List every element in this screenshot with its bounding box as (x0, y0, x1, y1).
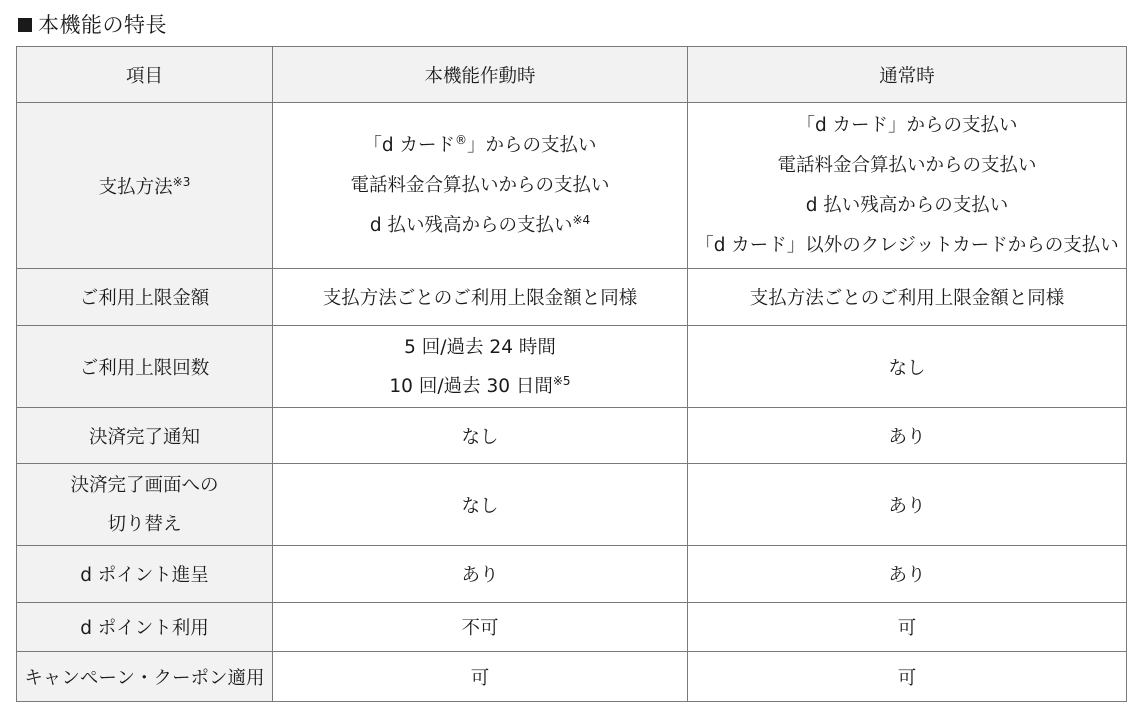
payment-line (277, 166, 683, 206)
column-header-active: 本機能作動時 (273, 47, 688, 103)
row-label-line: 決済完了画面への (70, 474, 219, 496)
normal-cell (688, 103, 1127, 269)
active-cell: なし (273, 408, 688, 464)
registered-mark: ® (455, 132, 468, 147)
table-row (17, 326, 1127, 408)
payment-line (277, 206, 683, 246)
limit-line: 5 回/過去 24 時間 (404, 336, 556, 358)
row-label (17, 103, 273, 269)
normal-cell: 可 (688, 603, 1127, 652)
normal-cell: 可 (688, 652, 1127, 702)
row-label-line: 切り替え (107, 513, 182, 535)
row-label: ご利用上限回数 (17, 326, 273, 408)
footnote-mark: ※5 (552, 373, 571, 388)
table-row (17, 546, 1127, 603)
active-cell: 可 (273, 652, 688, 702)
normal-cell: なし (688, 326, 1127, 408)
payment-line: 「d カード」以外のクレジットカードからの支払い (695, 234, 1119, 256)
row-label: ご利用上限金額 (17, 269, 273, 326)
table-row (17, 464, 1127, 546)
features-table (16, 46, 1127, 702)
limit-line-text: 10 回/過去 30 日間 (389, 375, 553, 397)
column-header-item: 項目 (17, 47, 273, 103)
footnote-mark: ※3 (172, 174, 191, 189)
table-row (17, 603, 1127, 652)
active-cell: 不可 (273, 603, 688, 652)
table-row (17, 652, 1127, 702)
payment-line: 「d カード」からの支払い (796, 114, 1018, 136)
row-label-text: 支払方法 (98, 176, 173, 198)
section-heading (18, 10, 167, 40)
normal-cell: あり (688, 464, 1127, 546)
payment-line: 電話料金合算払いからの支払い (777, 154, 1037, 176)
row-label (17, 464, 273, 546)
footnote-mark: ※4 (572, 212, 591, 227)
table-row (17, 408, 1127, 464)
payment-line-text: 「d カード (363, 134, 456, 156)
black-square-icon (18, 18, 32, 32)
table-row (17, 269, 1127, 326)
row-label: 決済完了通知 (17, 408, 273, 464)
payment-line: d 払い残高からの支払い (805, 194, 1009, 216)
payment-line-suffix: 」からの支払い (467, 134, 597, 156)
payment-line (277, 126, 683, 166)
active-cell: 支払方法ごとのご利用上限金額と同様 (273, 269, 688, 326)
row-label: d ポイント利用 (17, 603, 273, 652)
normal-cell: 支払方法ごとのご利用上限金額と同様 (688, 269, 1127, 326)
payment-line-text: 電話料金合算払いからの支払い (350, 174, 610, 196)
normal-cell: あり (688, 546, 1127, 603)
active-cell (273, 326, 688, 408)
limit-line (277, 367, 683, 406)
table-header-row (17, 47, 1127, 103)
section-heading-text: 本機能の特長 (38, 13, 167, 37)
table-row (17, 103, 1127, 269)
active-cell: あり (273, 546, 688, 603)
normal-cell: あり (688, 408, 1127, 464)
active-cell: なし (273, 464, 688, 546)
payment-line-text: d 払い残高からの支払い (369, 214, 573, 236)
row-label: d ポイント進呈 (17, 546, 273, 603)
active-cell (273, 103, 688, 269)
row-label: キャンペーン・クーポン適用 (17, 652, 273, 702)
column-header-normal: 通常時 (688, 47, 1127, 103)
